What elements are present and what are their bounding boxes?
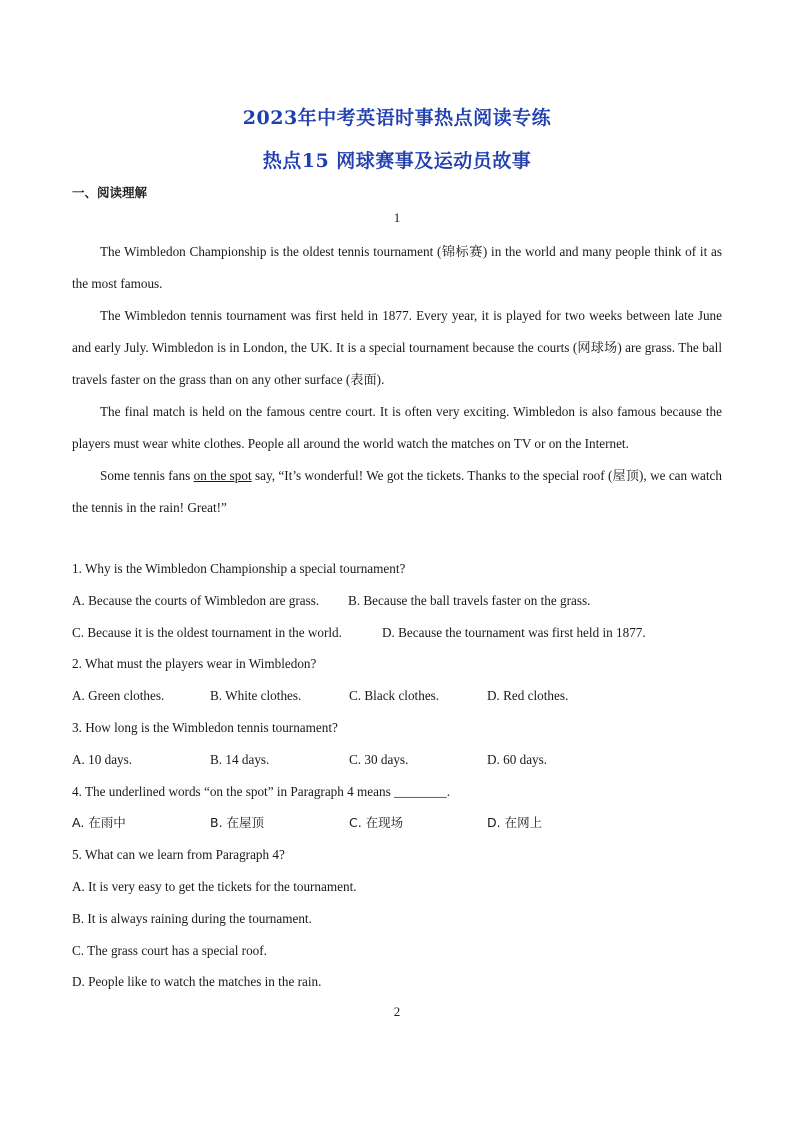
q2-option-a[interactable]: A. Green clothes. xyxy=(72,688,165,704)
passage-paragraph-1: The Wimbledon Championship is the oldest tennis tournament (锦标赛) in the world and many people think of it as the most famous. xyxy=(72,244,722,291)
q4-option-c[interactable]: C. 在现场 xyxy=(349,815,404,831)
q3-option-c[interactable]: C. 30 days. xyxy=(349,751,409,767)
q3-option-b[interactable]: B. 14 days. xyxy=(210,751,270,767)
q3-option-a[interactable]: A. 10 days. xyxy=(72,751,133,767)
q2-option-d[interactable]: D. Red clothes. xyxy=(487,688,569,704)
option-row xyxy=(72,617,722,649)
paragraph-4-text-before: Some tennis fans xyxy=(100,468,194,483)
section-label: 一、阅读理解 xyxy=(72,185,148,200)
option-row xyxy=(72,680,722,712)
passage-number: 1 xyxy=(393,210,401,225)
next-passage-number: 2 xyxy=(393,1004,401,1019)
q4-option-b[interactable]: B. 在屋顶 xyxy=(210,815,265,831)
question-stem-4: 4. The underlined words “on the spot” in Paragraph 4 means ________. xyxy=(72,783,451,799)
question-list xyxy=(72,553,722,998)
paragraph-4-text-after: say, “It’s wonderful! We got the tickets. Thanks to the special roof (屋顶), we can watch the tennis in the rain! Great!” xyxy=(72,468,722,515)
passage-paragraph-2: The Wimbledon tennis tournament was first held in 1877. Every year, it is played for two weeks between late June and early July. Wimbledon is in London, the UK. It is a special tournament because the courts (网球场) are grass. The ball travels faster on the grass than on any other surface (表面). xyxy=(72,308,722,387)
option-row xyxy=(72,807,722,839)
q1-option-b[interactable]: B. Because the ball travels faster on the grass. xyxy=(348,592,591,608)
document-title: 2023年中考英语时事热点阅读专练 xyxy=(242,107,552,129)
option-row xyxy=(72,744,722,776)
question-stem-2: 2. What must the players wear in Wimbledon? xyxy=(72,656,317,672)
passage-paragraph-4 xyxy=(72,460,722,524)
q4-option-d[interactable]: D. 在网上 xyxy=(487,815,543,831)
q5-option-d[interactable]: D. People like to watch the matches in the rain. xyxy=(72,974,322,990)
q2-option-c[interactable]: C. Black clothes. xyxy=(349,688,440,704)
q2-option-b[interactable]: B. White clothes. xyxy=(210,688,302,704)
q5-option-c[interactable]: C. The grass court has a special roof. xyxy=(72,942,267,958)
question-stem-5: 5. What can we learn from Paragraph 4? xyxy=(72,847,285,863)
q5-option-a[interactable]: A. It is very easy to get the tickets for the tournament. xyxy=(72,878,357,894)
document-subtitle: 热点15 网球赛事及运动员故事 xyxy=(262,150,532,172)
passage-paragraph-3: The final match is held on the famous centre court. It is often very exciting. Wimbledon is also famous because the players must wear white clothes. People all around the world watch the matches on TV or on the Internet. xyxy=(72,404,722,451)
q3-option-d[interactable]: D. 60 days. xyxy=(487,751,548,767)
option-row xyxy=(72,585,722,617)
q5-option-b[interactable]: B. It is always raining during the tournament. xyxy=(72,910,312,926)
underlined-phrase: on the spot xyxy=(193,468,252,483)
q1-option-d[interactable]: D. Because the tournament was first held in 1877. xyxy=(382,624,646,640)
question-stem-3: 3. How long is the Wimbledon tennis tournament? xyxy=(72,719,338,735)
q4-option-a[interactable]: A. 在雨中 xyxy=(72,815,126,831)
q1-option-c[interactable]: C. Because it is the oldest tournament in the world. xyxy=(72,624,342,640)
question-stem-1: 1. Why is the Wimbledon Championship a special tournament? xyxy=(72,561,406,576)
reading-passage xyxy=(72,236,722,524)
q1-option-a[interactable]: A. Because the courts of Wimbledon are grass. xyxy=(72,592,320,608)
